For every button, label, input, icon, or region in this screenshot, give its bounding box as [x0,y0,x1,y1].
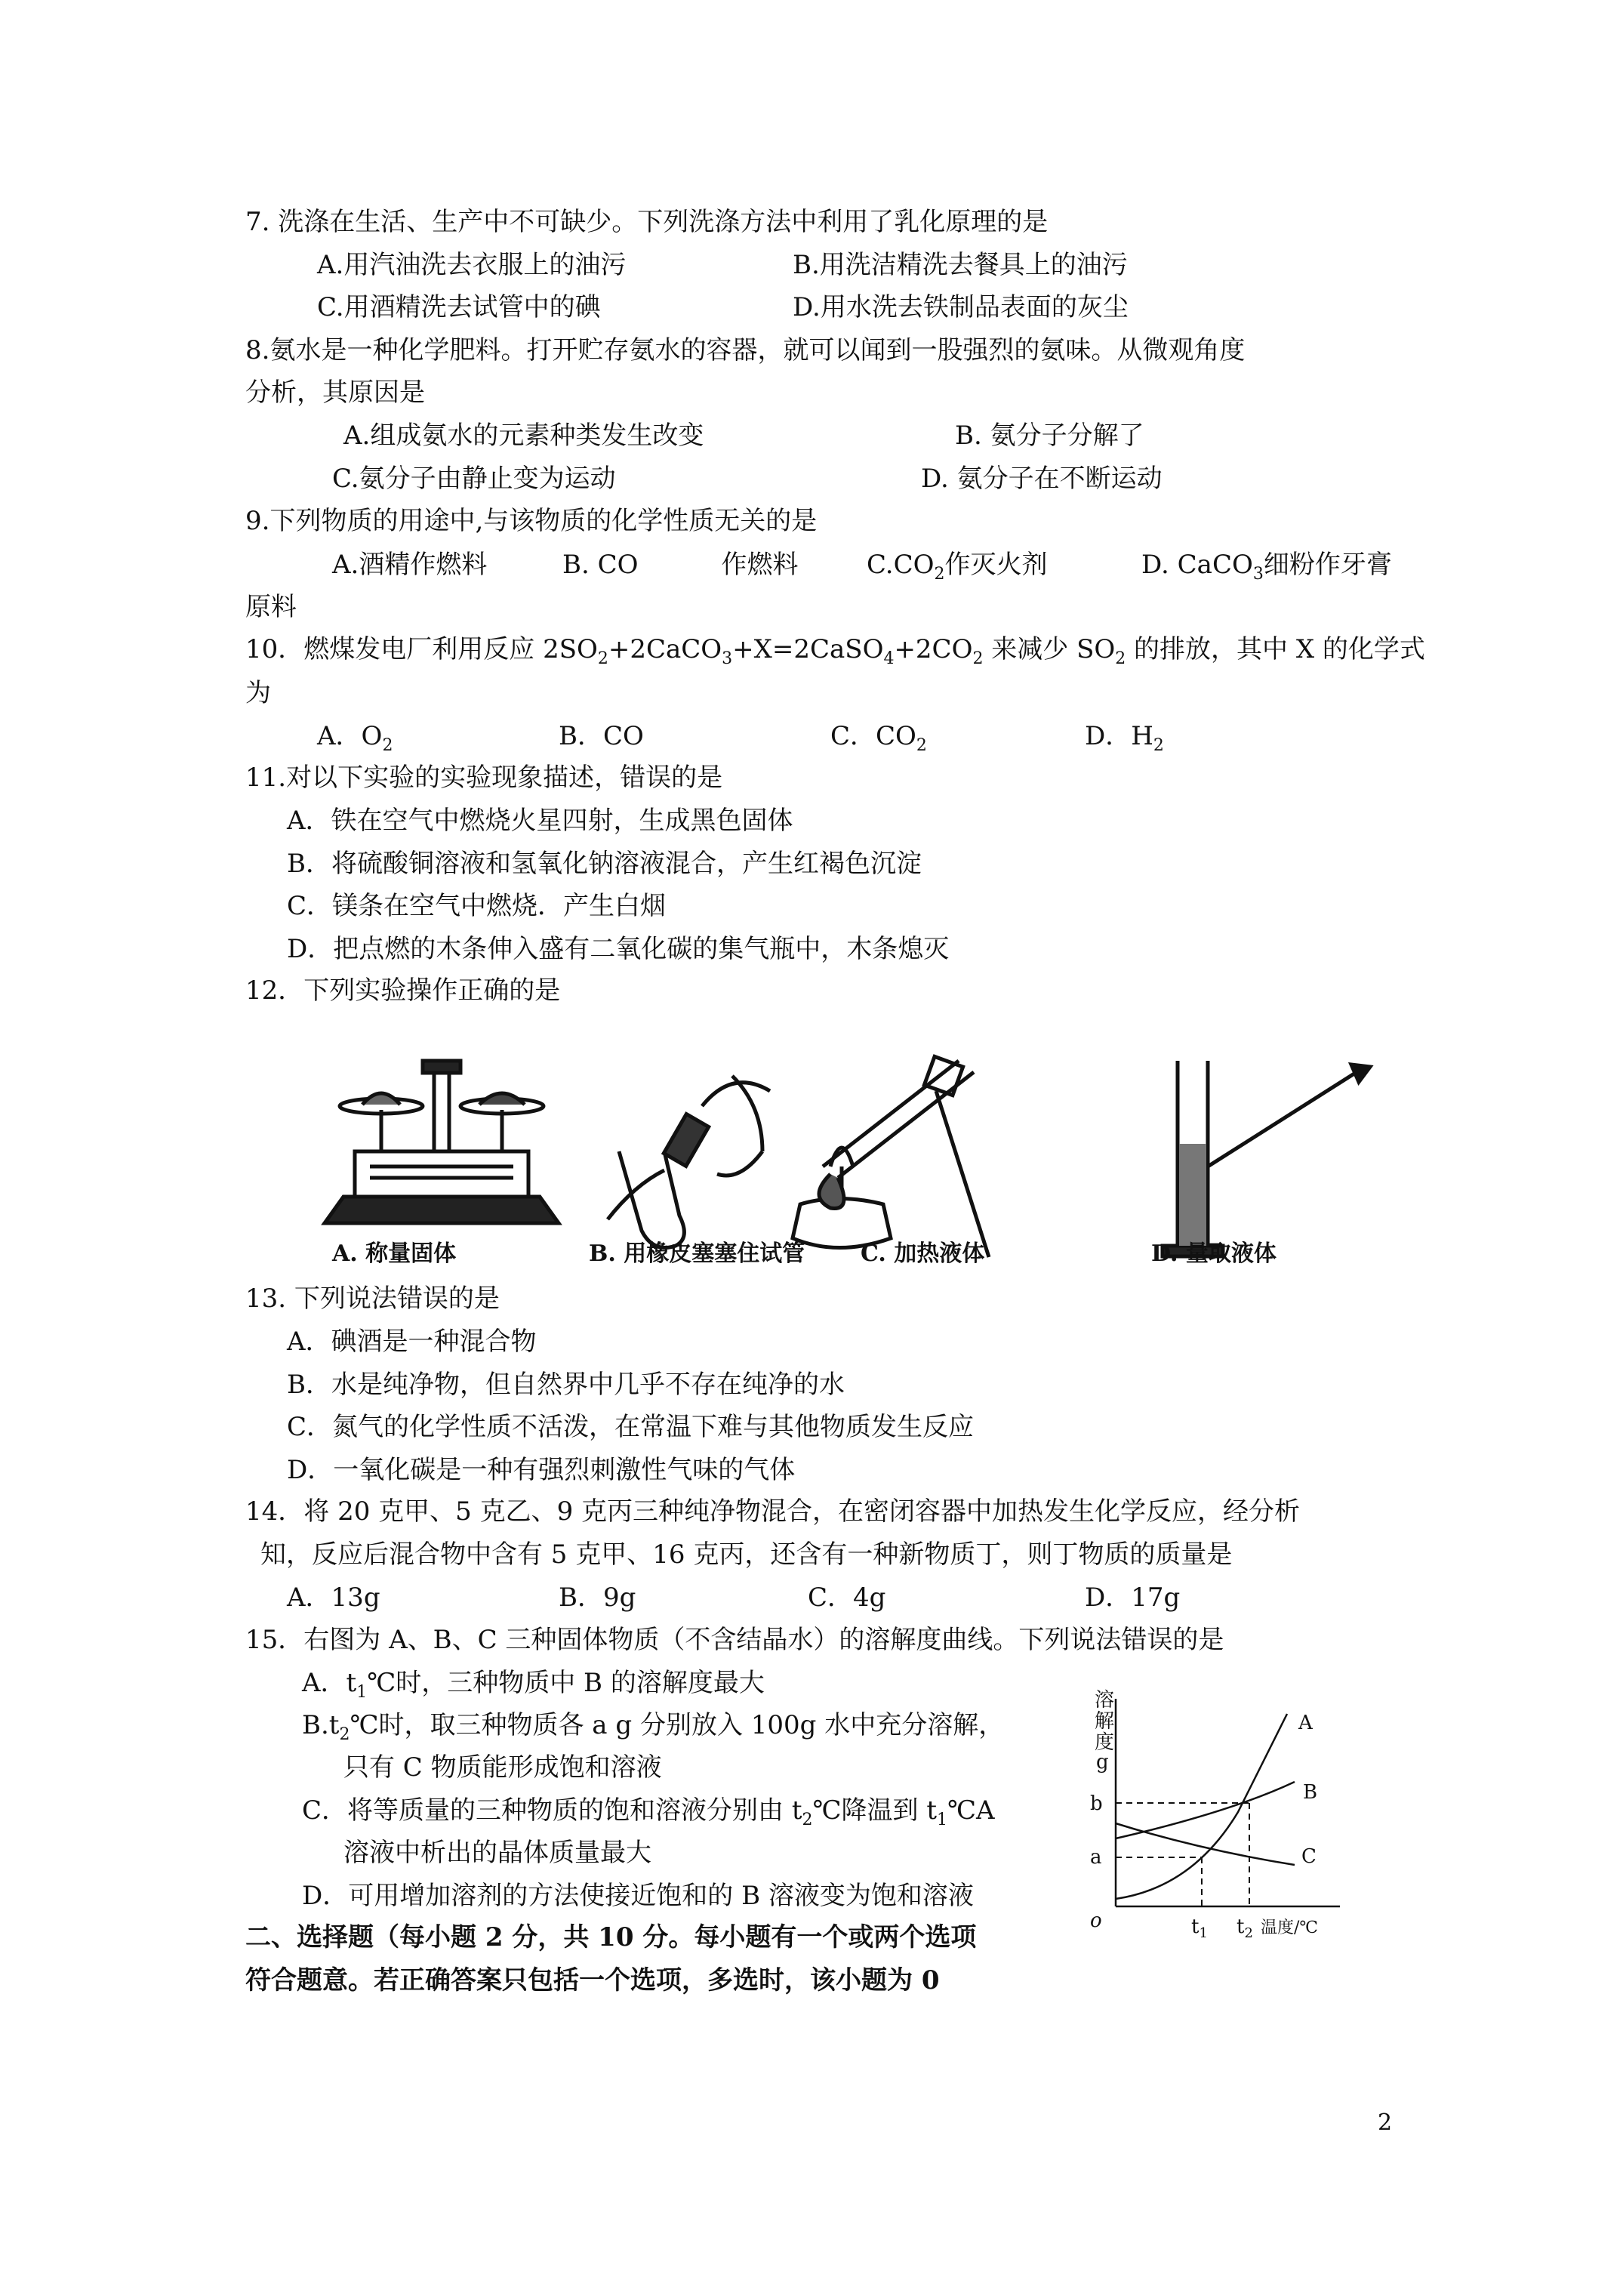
q9-option-c: $C.CO_2$作灭火剂 [867,550,1048,584]
q7-option-b: B.用洗洁精洗去餐具上的油污 [793,250,1128,280]
q10-option-c: C．$CO_2$ [830,721,927,755]
graph-xlabel: 温度/℃ [1261,1918,1319,1937]
q12-label-a: A. 称量固体 [332,1240,457,1265]
graph-tick-b: b [1090,1792,1103,1815]
q15-option-d: D．可用增加溶剂的方法使接近饱和的 B 溶液变为饱和溶液 [302,1881,974,1911]
curve-label-b: B [1303,1781,1318,1804]
q12-apparatus-figure [310,1046,1374,1265]
q14-option-a: A．13g [287,1583,380,1613]
graph-ylabel-char: g [1096,1751,1109,1774]
q11-option-a: A．铁在空气中燃烧火星四射，生成黑色固体 [287,806,793,836]
graph-origin: o [1090,1909,1102,1932]
q13-stem: 13. 下列说法错误的是 [245,1284,500,1314]
q9-option-a: A.酒精作燃料 [332,550,488,580]
graph-tick-a: a [1090,1846,1102,1869]
curve-label-a: A [1298,1712,1313,1734]
q14-option-d: D．17g [1085,1583,1181,1613]
q15-option-c-line2: 溶液中析出的晶体质量最大 [343,1838,651,1868]
q10-option-b: B．CO [559,721,644,751]
alcohol-lamp-icon [793,1056,989,1257]
q8-option-d: D. 氨分子在不断运动 [921,464,1163,494]
graph-tick-t1: $t_1$ [1191,1915,1208,1941]
curve-b [1116,1782,1295,1838]
section2-line2: 符合题意。若正确答案只包括一个选项，多选时，该小题为 0 [245,1965,940,1996]
graduated-cylinder-icon [1163,1061,1370,1256]
q9-option-d: D. CaCO$_3$细粉作牙膏 [1141,550,1392,584]
q8-option-c: C.氨分子由静止变为运动 [332,464,616,494]
q15-option-c-line1: C．将等质量的三种物质的饱和溶液分别由 $t_2℃$降温到 $t_1℃A$ [302,1795,995,1829]
q7-stem: 7. 洗涤在生活、生产中不可缺少。下列洗涤方法中利用了乳化原理的是 [245,207,1049,237]
q15-option-b-line2: 只有 C 物质能形成饱和溶液 [343,1752,662,1783]
q13-option-b: B．水是纯净物，但自然界中几乎不存在纯净的水 [287,1370,845,1400]
q9-option-d-wrap: 原料 [245,592,297,622]
q12-label-d: D. 量取液体 [1151,1240,1277,1265]
q10-option-a: A．$O_2$ [317,721,393,755]
q14-stem-line1: 14．将 20 克甲、5 克乙、9 克丙三种纯净物混合，在密闭容器中加热发生化学反应，经分析 [245,1496,1301,1527]
q8-stem-line1: 8.氨水是一种化学肥料。打开贮存氨水的容器，就可以闻到一股强烈的氨味。从微观角度 [245,335,1246,365]
q8-option-a: A.组成氨水的元素种类发生改变 [343,421,704,451]
q11-stem: 11.对以下实验的实验现象描述，错误的是 [245,763,723,793]
q9-option-b: B. CO 作燃料 [562,550,799,580]
graph-ylabel-char: 溶 [1095,1689,1115,1712]
q13-option-a: A．碘酒是一种混合物 [287,1327,537,1357]
q11-option-d: D．把点燃的木条伸入盛有二氧化碳的集气瓶中，木条熄灭 [287,934,950,964]
q7-option-c: C.用酒精洗去试管中的碘 [317,292,601,322]
q12-label-c: C. 加热液体 [861,1240,985,1265]
q15-option-a: A．$t_1℃$时，三种物质中 B 的溶解度最大 [302,1668,765,1702]
q14-stem-line2: 知，反应后混合物中含有 5 克甲、16 克丙，还含有一种新物质丁，则丁物质的质量是 [260,1539,1233,1570]
test-tube-stopper-icon [608,1076,770,1248]
q15-option-b-line1: $B.t_2℃$时，取三种物质各 a g 分别放入 100g 水中充分溶解， [302,1710,1005,1744]
curve-c [1116,1823,1295,1865]
graph-ylabel-char: 解 [1095,1710,1115,1733]
q14-option-c: C．4g [808,1583,886,1613]
curve-label-c: C [1301,1845,1317,1868]
q14-option-b: B．9g [559,1583,636,1613]
graph-ylabel-char: 度 [1095,1731,1115,1754]
solubility-curve-graph [1079,1684,1366,1948]
q8-option-b: B. 氨分子分解了 [955,421,1144,451]
q10-stem-wrap: 为 [245,678,271,708]
balance-icon [325,1061,559,1223]
q11-option-b: B．将硫酸铜溶液和氢氧化钠溶液混合，产生红褐色沉淀 [287,849,922,879]
q12-stem: 12．下列实验操作正确的是 [245,975,561,1006]
q7-option-d: D.用水洗去铁制品表面的灰尘 [793,292,1129,322]
q15-stem: 15．右图为 A、B、C 三种固体物质（不含结晶水）的溶解度曲线。下列说法错误的是 [245,1625,1224,1655]
q10-option-d: D．$H_2$ [1085,721,1164,755]
q10-stem: 10．燃煤发电厂利用反应 $2SO_2+2CaCO_3+X=2CaSO_4+2CO_2$ 来减少 $SO_2$ 的排放，其中 X 的化学式 [245,634,1425,668]
q13-option-c: C．氮气的化学性质不活泼，在常温下难与其他物质发生反应 [287,1412,975,1442]
q13-option-d: D．一氧化碳是一种有强烈刺激性气味的气体 [287,1455,796,1485]
q8-stem-line2: 分析，其原因是 [245,378,425,408]
q9-stem: 9.下列物质的用途中,与该物质的化学性质无关的是 [245,506,818,536]
q11-option-c: C．镁条在空气中燃烧．产生白烟 [287,891,667,921]
q7-option-a: A.用汽油洗去衣服上的油污 [317,250,627,280]
graph-tick-t2: $t_2$ [1236,1915,1253,1941]
section2-line1: 二、选择题（每小题 2 分，共 10 分。每小题有一个或两个选项 [245,1922,977,1952]
page-number: 2 [1378,2110,1393,2136]
q12-label-b: B. 用橡皮塞塞住试管 [589,1240,805,1265]
